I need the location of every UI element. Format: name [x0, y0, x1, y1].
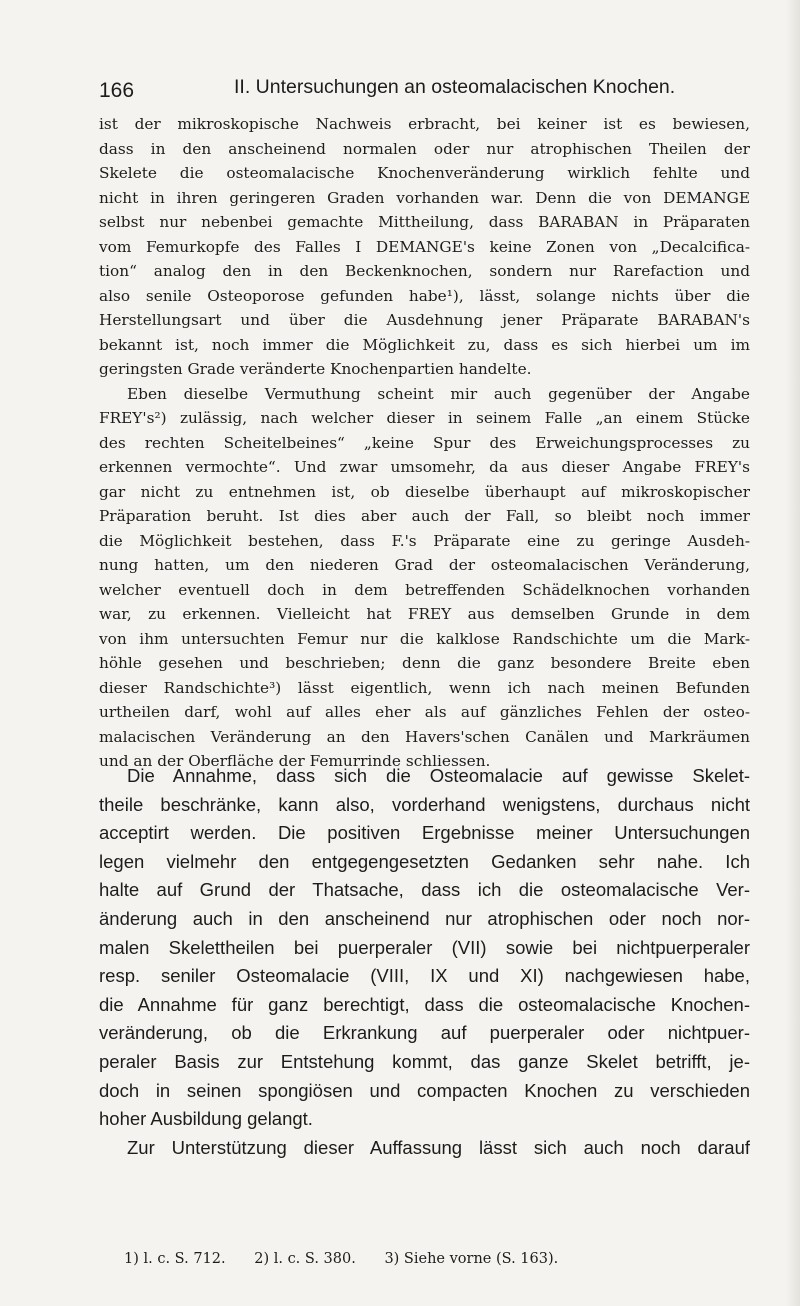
- text-line: geringsten Grade veränderte Knochenpartien handelte.: [99, 360, 532, 378]
- text-line: die Annahme für ganz berechtigt, dass die osteomalacische Knochen-: [99, 993, 750, 1015]
- text-line: nung hatten, um den niederen Grad der osteomalacischen Veränderung,: [99, 556, 750, 574]
- text-line: halte auf Grund der Thatsache, dass ich die osteomalacische Ver-: [99, 879, 750, 901]
- paragraph-2: [99, 382, 750, 774]
- footnote-1: 1) l. c. S. 712.: [124, 1251, 226, 1267]
- text-line: veränderung, ob die Erkrankung auf puerperaler oder nichtpuer-: [99, 1022, 750, 1044]
- main-text-large: [99, 762, 750, 1162]
- text-line: höhle gesehen und beschrieben; denn die ganz besondere Breite eben: [99, 654, 750, 672]
- text-line: und an der Oberfläche der Femurrinde schliessen.: [99, 752, 491, 770]
- text-line: peraler Basis zur Entstehung kommt, das ganze Skelet betrifft, je-: [99, 1050, 750, 1072]
- text-line: dieser Randschichte³) lässt eigentlich, wenn ich nach meinen Befunden: [99, 678, 750, 697]
- page-edge-shadow: [786, 0, 800, 1306]
- text-line: tion“ analog den in den Beckenknochen, sondern nur Rarefaction und: [99, 262, 750, 280]
- text-line: theile beschränke, kann also, vorderhand wenigstens, durchaus nicht: [99, 793, 750, 815]
- text-line: dass in den anscheinend normalen oder nur atrophischen Theilen der: [99, 139, 750, 158]
- page-header: [99, 72, 739, 102]
- text-line: Eben dieselbe Vermuthung scheint mir auch gegenüber der Angabe: [127, 384, 750, 403]
- footnote-2: 2) l. c. S. 380.: [254, 1251, 356, 1267]
- text-line: vom Femurkopfe des Falles I DEMANGE's keine Zonen von „Decalcifica-: [99, 237, 750, 256]
- text-line: gar nicht zu entnehmen ist, ob dieselbe überhaupt auf mikroskopischer: [99, 482, 750, 501]
- text-line: malacischen Veränderung an den Havers'schen Canälen und Markräumen: [99, 727, 750, 746]
- running-title: II. Untersuchungen an osteomalacischen Knochen.: [234, 76, 676, 98]
- text-line: bekannt ist, noch immer die Möglichkeit zu, dass es sich hierbei um im: [99, 335, 750, 354]
- text-line: legen vielmehr den entgegengesetzten Gedanken sehr nahe. Ich: [99, 850, 750, 872]
- text-line: Präparation beruht. Ist dies aber auch der Fall, so bleibt noch immer: [99, 507, 750, 525]
- text-line: nicht in ihren geringeren Graden vorhanden war. Denn die von DEMANGE: [99, 188, 750, 207]
- footnotes: [124, 1248, 764, 1270]
- text-line: Herstellungsart und über die Ausdehnung jener Präparate BARABAN's: [99, 311, 750, 329]
- paragraph-1: [99, 112, 750, 382]
- text-line: urtheilen darf, wohl auf alles eher als auf gänzliches Fehlen der osteo-: [99, 703, 750, 721]
- text-line: selbst nur nebenbei gemachte Mittheilung, dass BARABAN in Präparaten: [99, 213, 750, 231]
- text-line: von ihm untersuchten Femur nur die kalklose Randschichte um die Mark-: [99, 629, 750, 648]
- text-line: Skelete die osteomalacische Knochenveränderung wirklich fehlte und: [99, 164, 750, 182]
- paragraph-4: [99, 1134, 750, 1163]
- main-text-small: [99, 112, 750, 774]
- footnote-3: 3) Siehe vorne (S. 163).: [384, 1251, 559, 1267]
- text-line: erkennen vermochte“. Und zwar umsomehr, da aus dieser Angabe FREY's: [99, 458, 750, 476]
- text-line: malen Skelettheilen bei puerperaler (VII) sowie bei nichtpuerperaler: [99, 936, 750, 958]
- text-line: ist der mikroskopische Nachweis erbracht, bei keiner ist es bewiesen,: [99, 115, 750, 133]
- text-line: welcher eventuell doch in dem betreffenden Schädelknochen vorhanden: [99, 580, 750, 599]
- text-line: änderung auch in den anscheinend nur atrophischen oder noch nor-: [99, 907, 750, 929]
- text-line: resp. seniler Osteomalacie (VIII, IX und XI) nachgewiesen habe,: [99, 965, 750, 987]
- text-line: hoher Ausbildung gelangt.: [99, 1108, 313, 1130]
- text-line: acceptirt werden. Die positiven Ergebnisse meiner Untersuchungen: [99, 822, 750, 844]
- text-line: Zur Unterstützung dieser Auffassung lässt sich auch noch darauf: [127, 1136, 750, 1158]
- text-line: die Möglichkeit bestehen, dass F.'s Präparate eine zu geringe Ausdeh-: [99, 531, 750, 550]
- text-line: des rechten Scheitelbeines“ „keine Spur des Erweichungsprocesses zu: [99, 433, 750, 452]
- text-line: Die Annahme, dass sich die Osteomalacie auf gewisse Skelet-: [127, 765, 750, 786]
- text-line: war, zu erkennen. Vielleicht hat FREY aus demselben Grunde in dem: [99, 605, 750, 623]
- text-line: also senile Osteoporose gefunden habe¹), lässt, solange nichts über die: [99, 286, 750, 305]
- text-line: FREY's²) zulässig, nach welcher dieser in seinem Falle „an einem Stücke: [99, 409, 750, 427]
- paragraph-3: [99, 762, 750, 1134]
- page-number: 166: [99, 79, 135, 102]
- text-line: doch in seinen spongiösen und compacten Knochen zu verschieden: [99, 1079, 750, 1101]
